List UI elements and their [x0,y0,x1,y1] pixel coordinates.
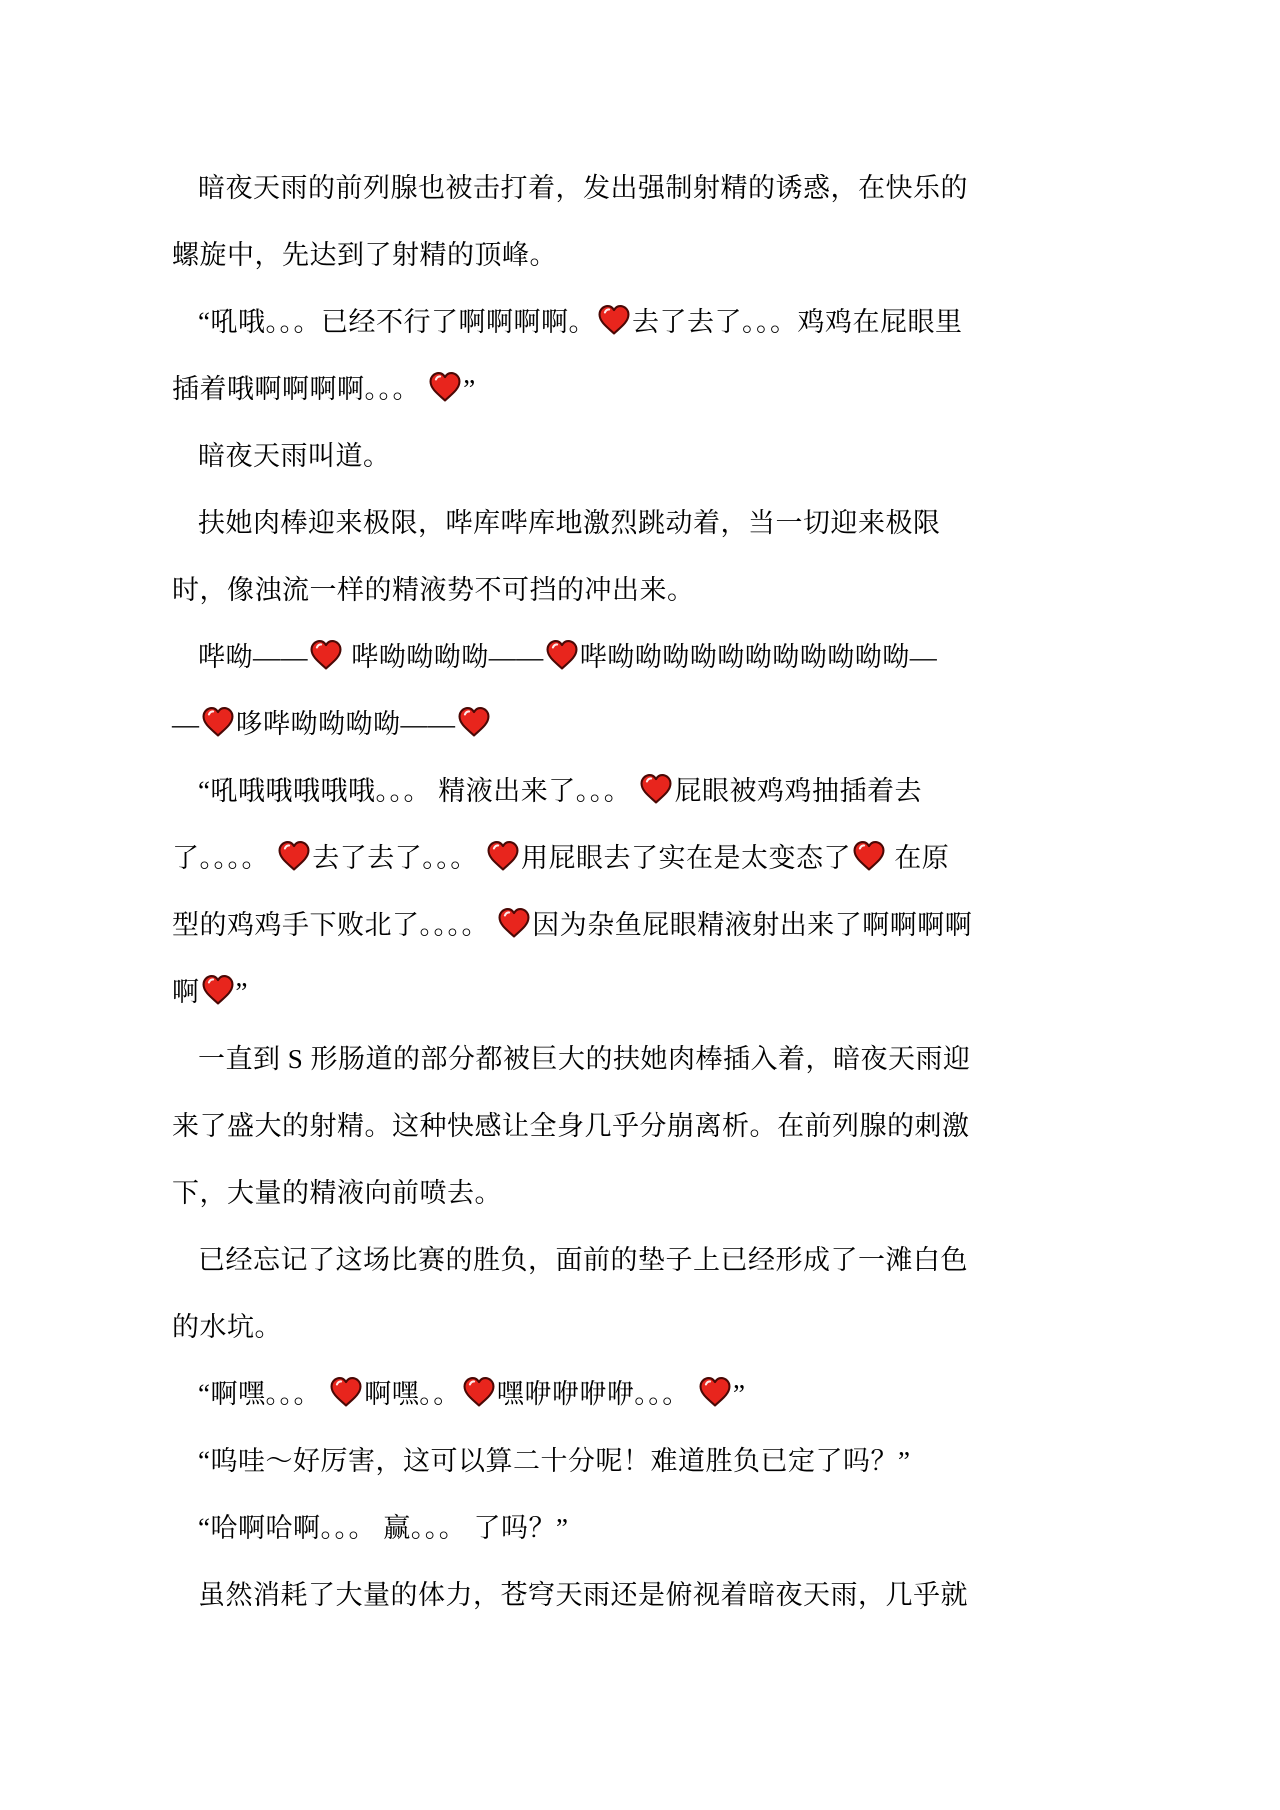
text-block [172,155,1280,1629]
heart-icon [277,840,311,871]
heart-icon [329,1376,363,1407]
text-line: 扶她肉棒迎来极限，哔库哔库地激烈跳动着，当一切迎来极限 [198,508,941,538]
heart-icon [545,639,579,670]
text-line: “啊嘿。。。 啊嘿。。 嘿咿咿咿咿。。。 ” [172,1361,1280,1428]
text-line: “吼哦。。。已经不行了啊啊啊啊。 去了去了。。。鸡鸡在屁眼里 [172,289,1280,356]
heart-icon [698,1376,732,1407]
heart-icon [428,371,462,402]
heart-icon [309,639,343,670]
text-line: 暗夜天雨的前列腺也被击打着，发出强制射精的诱惑，在快乐的 [198,173,968,203]
heart-icon [457,706,491,737]
text-line: “哈啊哈啊。。。 赢。。。 了吗？” [198,1513,569,1543]
text-line: 一直到 S 形肠道的部分都被巨大的扶她肉棒插入着，暗夜天雨迎 [198,1044,971,1074]
heart-icon [486,840,520,871]
text-line: 虽然消耗了大量的体力，苍穹天雨还是俯视着暗夜天雨，几乎就 [198,1580,968,1610]
heart-icon [201,974,235,1005]
text-line: 螺旋中，先达到了射精的顶峰。 [172,240,557,270]
heart-icon [639,773,673,804]
text-line: 哔呦—— 哔呦呦呦呦—— 哔呦呦呦呦呦呦呦呦呦呦呦— [172,624,1280,691]
text-line: 的水坑。 [172,1312,282,1342]
text-line: 下，大量的精液向前喷去。 [172,1178,502,1208]
text-line: 插着哦啊啊啊啊。。。 ” [172,356,1280,423]
text-line: “呜哇～好厉害，这可以算二十分呢！难道胜负已定了吗？” [198,1446,911,1476]
text-line: 来了盛大的射精。这种快感让全身几乎分崩离析。在前列腺的刺激 [172,1111,970,1141]
text-line: — 哆哔呦呦呦呦—— [172,691,1280,758]
heart-icon [597,304,631,335]
text-line: 了。。。。 去了去了。。。 用屁眼去了实在是太变态了 在原 [172,825,1280,892]
heart-icon [852,840,886,871]
text-line: 型的鸡鸡手下败北了。。。。 因为杂鱼屁眼精液射出来了啊啊啊啊 [172,892,1280,959]
heart-icon [497,907,531,938]
text-line: 时，像浊流一样的精液势不可挡的冲出来。 [172,575,695,605]
text-line: 啊 ” [172,959,1280,1026]
heart-icon [462,1376,496,1407]
text-line: 暗夜天雨叫道。 [198,441,391,471]
heart-icon [201,706,235,737]
text-line: “吼哦哦哦哦哦。。。 精液出来了。。。 屁眼被鸡鸡抽插着去 [172,758,1280,825]
text-line: 已经忘记了这场比赛的胜负，面前的垫子上已经形成了一滩白色 [198,1245,968,1275]
